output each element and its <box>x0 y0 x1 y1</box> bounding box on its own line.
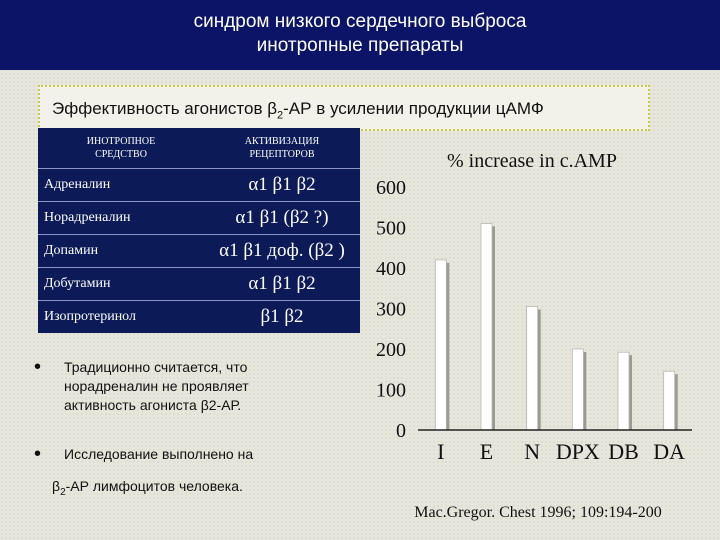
x-axis-labels <box>437 439 685 464</box>
receptor-activity: α1 β1 доф. (β2 ) <box>204 235 360 268</box>
bullet-1-line-1: Традиционно считается, что <box>64 359 248 375</box>
bar-n <box>527 306 538 430</box>
bullet-2-subscript: 2 <box>60 486 66 498</box>
chart-title: % increase in c.AMP <box>447 150 617 172</box>
bullet-2-line-1: Исследование выполнено на <box>64 446 254 462</box>
chart-bars <box>435 223 677 430</box>
col-header-drug-line1: ИНОТРОПНОЕ <box>86 136 156 147</box>
drug-name: Допамин <box>38 235 204 268</box>
receptor-activity: α1 β1 β2 <box>204 268 360 301</box>
bullet-1-line-2: норадреналин не проявляет <box>64 378 249 394</box>
x-tick-label: DB <box>608 439 639 464</box>
y-tick-label: 600 <box>376 177 406 199</box>
y-tick-label: 400 <box>376 258 406 280</box>
bullet-dot-icon: • <box>34 443 42 465</box>
bullet-dot-icon: • <box>34 356 42 378</box>
receptor-activity: α1 β1 β2 <box>204 169 360 202</box>
subtitle-subscript: 2 <box>277 109 284 122</box>
col-header-receptors-line1: АКТИВИЗАЦИЯ <box>244 136 320 147</box>
bullet-1-line-3: активность агониста β2-АР. <box>64 397 242 413</box>
title-line-1: синдром низкого сердечного выброса <box>193 11 527 32</box>
bar-da <box>664 371 675 430</box>
y-tick-label: 200 <box>376 339 406 361</box>
x-tick-label: N <box>524 439 541 464</box>
citation: Mac.Gregor. Chest 1996; 109:194-200 <box>414 504 662 521</box>
y-axis-ticks <box>376 177 406 442</box>
x-tick-label: I <box>437 439 445 464</box>
drug-name: Изопротеринол <box>38 301 204 334</box>
drug-name: Норадреналин <box>38 202 204 235</box>
subtitle-text-before: Эффективность агонистов β <box>52 99 278 118</box>
x-tick-label: DA <box>653 439 686 464</box>
bullet-2-beta: β <box>52 478 61 494</box>
bar-dpx <box>572 349 583 430</box>
y-tick-label: 300 <box>376 298 406 321</box>
y-tick-label: 500 <box>376 217 406 240</box>
drug-name: Адреналин <box>38 169 204 202</box>
x-tick-label: E <box>479 439 494 464</box>
receptor-activity: α1 β1 (β2 ?) <box>204 202 360 235</box>
receptor-activity: β1 β2 <box>204 301 360 334</box>
x-tick-label: DPX <box>555 439 600 464</box>
col-header-receptors-line2: РЕЦЕПТОРОВ <box>249 149 315 160</box>
subtitle-text-after: -АР в усилении продукции цАМФ <box>283 99 544 118</box>
bar-db <box>618 352 629 430</box>
bullet-2-rest: -АР лимфоцитов человека. <box>65 478 243 494</box>
y-tick-label: 0 <box>396 420 406 442</box>
title-line-2: инотропные препараты <box>256 35 464 56</box>
drug-name: Добутамин <box>38 268 204 301</box>
y-tick-label: 100 <box>376 379 406 402</box>
bar-i <box>435 260 446 430</box>
bar-e <box>481 223 492 430</box>
col-header-drug-line2: СРЕДСТВО <box>95 149 147 160</box>
